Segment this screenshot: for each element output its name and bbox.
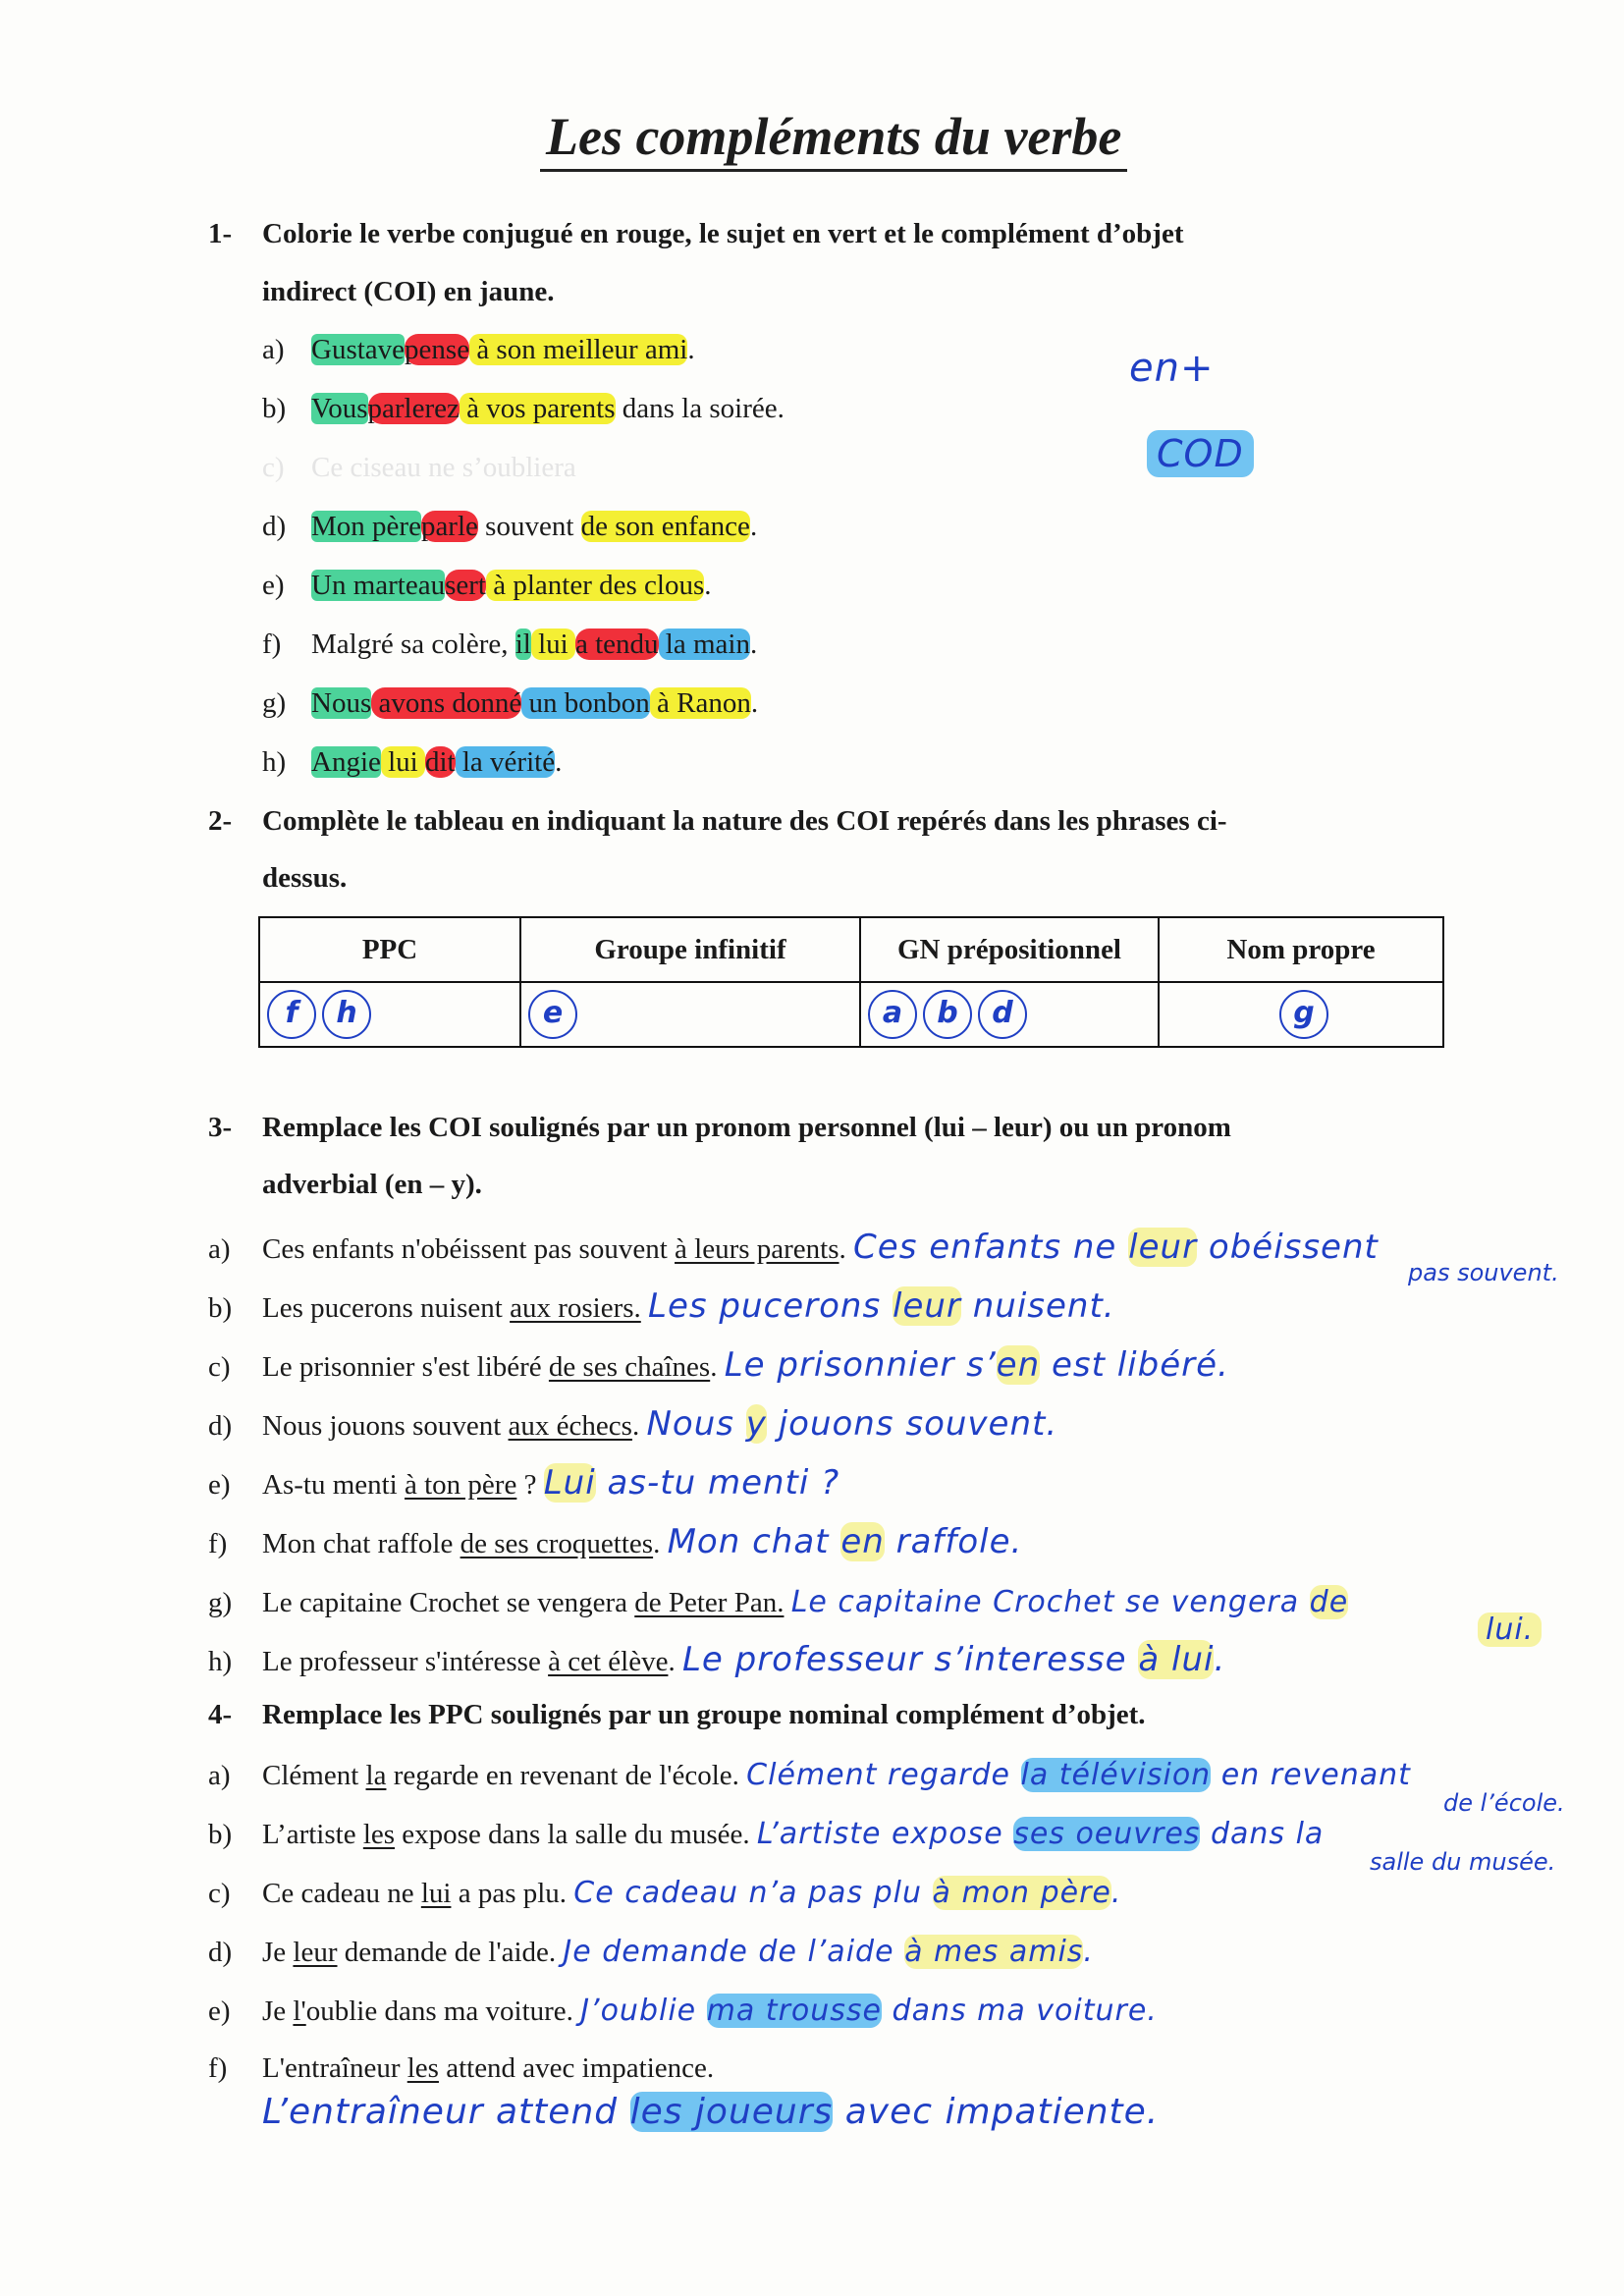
answer-circle: a <box>868 990 917 1039</box>
answer-circle: b <box>923 990 972 1039</box>
answer-circle: d <box>978 990 1027 1039</box>
q3-item-b: b) Les pucerons nuisent aux rosiers. Les pucerons leur nuisent. <box>208 1286 1115 1326</box>
q1-item-g: g) Nous avons donné un bonbon à Ranon. <box>262 687 759 719</box>
answer-circle: f <box>267 990 316 1039</box>
q1-item-h: h) Angie lui dit la vérité. <box>262 746 563 778</box>
table-header-row <box>259 917 1443 982</box>
q3-answer-g-continuation: lui. <box>1478 1613 1542 1647</box>
q2-number: 2- <box>208 805 233 837</box>
header-gn-prepositionnel: GN prépositionnel <box>860 917 1159 982</box>
coi-nature-table <box>258 916 1444 1048</box>
cell-nom-propre <box>1159 982 1443 1047</box>
table-answer-row <box>259 982 1443 1047</box>
q1-item-b: b) Vousparlerez à vos parents dans la soirée. <box>262 393 785 424</box>
q1-item-e: e) Un marteausert à planter des clous. <box>262 570 712 601</box>
q3-item-f: f) Mon chat raffole de ses croquettes. Mon chat en raffole. <box>208 1522 1023 1561</box>
q4-item-b: b) L’artiste les expose dans la salle du musée. L’artiste expose ses oeuvres dans la <box>208 1817 1325 1851</box>
q1-item-a: a) Gustavepense à son meilleur ami. <box>262 334 695 365</box>
note-en-plus: en+ <box>1129 346 1215 391</box>
q2-instruction-line1: Complète le tableau en indiquant la nature des COI repérés dans les phrases ci- <box>262 805 1227 837</box>
header-ppc: PPC <box>259 917 520 982</box>
q4-answer-b-continuation: salle du musée. <box>1370 1848 1556 1876</box>
q4-instruction-line1: Remplace les PPC soulignés par un groupe nominal complément d’objet. <box>262 1699 1146 1730</box>
q1-item-d: d) Mon pèreparle souvent de son enfance. <box>262 511 758 542</box>
page-title: Les compléments du verbe <box>540 106 1127 172</box>
q1-instruction-line2: indirect (COI) en jaune. <box>262 276 555 307</box>
q3-item-e: e) As-tu menti à ton père ? Lui as-tu menti ? <box>208 1463 840 1503</box>
q3-number: 3- <box>208 1112 233 1143</box>
q1-item-c: c) Ce ciseau ne s’oubliera <box>262 452 576 483</box>
q4-item-a: a) Clément la regarde en revenant de l'école. Clément regarde la télévision en revenant <box>208 1758 1411 1792</box>
note-cod: COD <box>1147 430 1254 477</box>
q4-answer-f: L’entraîneur attend les joueurs avec impatiente. <box>262 2092 1160 2132</box>
q3-instruction-line1: Remplace les COI soulignés par un pronom personnel (lui – leur) ou un pronom <box>262 1112 1231 1143</box>
q3-item-g: g) Le capitaine Crochet se vengera de Peter Pan. Le capitaine Crochet se vengera de <box>208 1585 1349 1619</box>
q4-item-f: f) L'entraîneur les attend avec impatience. <box>208 2052 715 2084</box>
cell-ppc <box>259 982 520 1047</box>
q3-instruction-line2: adverbial (en – y). <box>262 1169 482 1200</box>
q4-item-d: d) Je leur demande de l'aide. Je demande de l’aide à mes amis. <box>208 1935 1094 1969</box>
q1-item-f: f) Malgré sa colère, il lui a tendu la main. <box>262 629 758 660</box>
q1-instruction-line1: Colorie le verbe conjugué en rouge, le sujet en vert et le complément d’objet <box>262 218 1184 249</box>
q4-item-e: e) Je l'oublie dans ma voiture. J’oublie ma trousse dans ma voiture. <box>208 1994 1158 2028</box>
header-groupe-infinitif: Groupe infinitif <box>520 917 860 982</box>
q2-instruction-line2: dessus. <box>262 862 348 894</box>
answer-circle: g <box>1279 990 1328 1039</box>
q3-item-h: h) Le professeur s'intéresse à cet élève. Le professeur s’interesse à lui. <box>208 1640 1226 1679</box>
answer-circle: e <box>528 990 577 1039</box>
q3-item-a: a) Ces enfants n'obéissent pas souvent à leurs parents. Ces enfants ne leur obéissent <box>208 1228 1379 1267</box>
q3-item-d: d) Nous jouons souvent aux échecs. Nous y jouons souvent. <box>208 1404 1058 1444</box>
answer-circle: h <box>322 990 371 1039</box>
q3-item-c: c) Le prisonnier s'est libéré de ses chaînes. Le prisonnier s’en est libéré. <box>208 1345 1229 1385</box>
header-nom-propre: Nom propre <box>1159 917 1443 982</box>
cell-gn-prepositionnel <box>860 982 1159 1047</box>
q3-answer-a-continuation: pas souvent. <box>1408 1259 1559 1286</box>
q4-answer-a-continuation: de l’école. <box>1443 1789 1565 1817</box>
cell-groupe-infinitif <box>520 982 860 1047</box>
q4-number: 4- <box>208 1699 233 1730</box>
q1-number: 1- <box>208 218 233 249</box>
q4-item-c: c) Ce cadeau ne lui a pas plu. Ce cadeau n’a pas plu à mon père. <box>208 1876 1122 1910</box>
